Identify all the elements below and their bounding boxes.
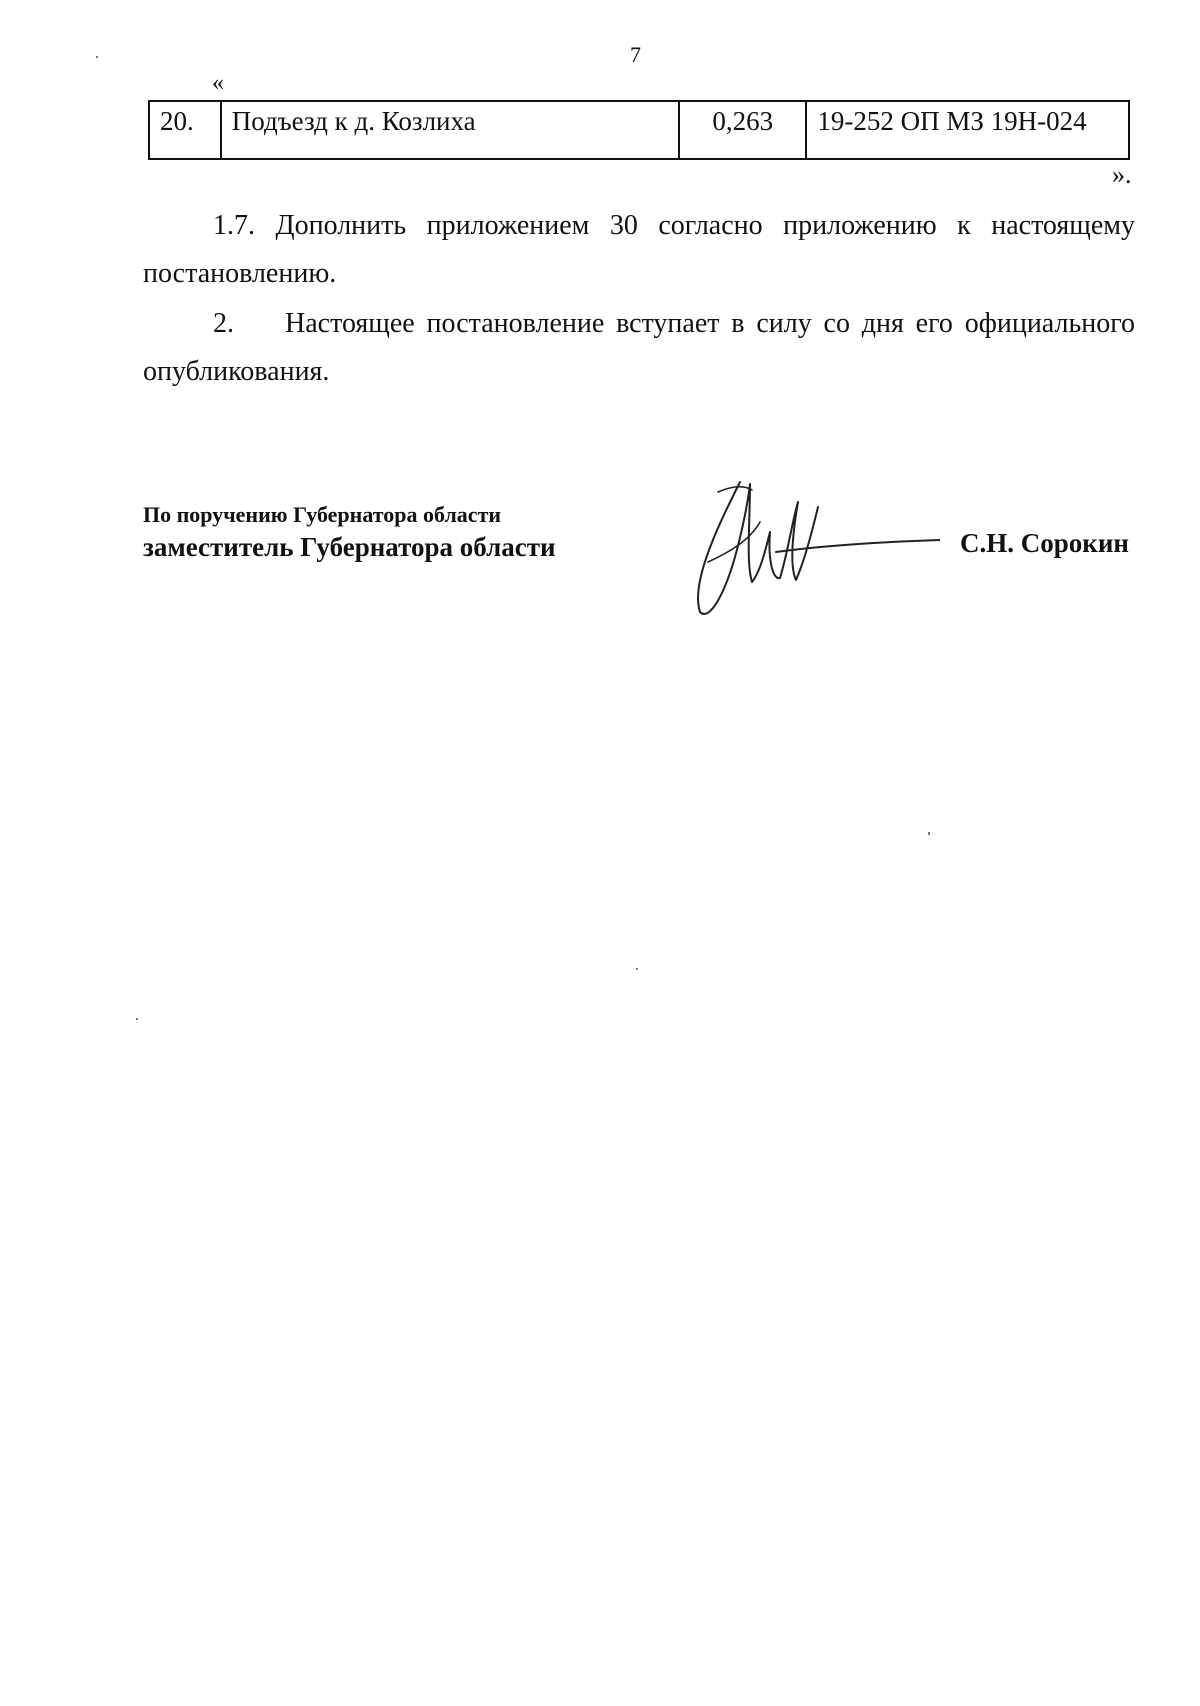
paragraph-2-text: Настоящее постановление вступает в силу со дня его официального [285, 308, 1135, 339]
road-table [148, 100, 1130, 160]
signature-block-title [143, 500, 556, 564]
quote-open: « [212, 70, 224, 96]
row-number: 20. [149, 101, 221, 159]
road-code: 19-252 ОП МЗ 19Н-024 [806, 101, 1129, 159]
scan-speck [636, 968, 638, 970]
signatory-name: С.Н. Сорокин [960, 528, 1129, 558]
handwritten-signature [680, 462, 940, 622]
paragraph-1-7: 1.7. Дополнить приложением 30 согласно приложению к настоящему постановлению. [143, 210, 1135, 289]
scan-speck [928, 832, 930, 835]
signature-title-line-1: По поручению Губернатора области [143, 502, 502, 527]
paragraph-2-line-1 [143, 300, 1135, 348]
paragraph-2-number: 2. [213, 308, 234, 339]
road-length: 0,263 [679, 101, 806, 159]
scan-speck [136, 1018, 138, 1020]
paragraph-2-line-2: опубликования. [143, 356, 330, 387]
scan-speck [96, 56, 98, 58]
page-number: 7 [630, 42, 641, 67]
quote-close: ». [1112, 160, 1132, 189]
road-name: Подъезд к д. Козлиха [221, 101, 679, 159]
signature-title-line-2: заместитель Губернатора области [143, 532, 556, 562]
paragraph-2 [143, 300, 1135, 396]
table-row [149, 101, 1129, 159]
